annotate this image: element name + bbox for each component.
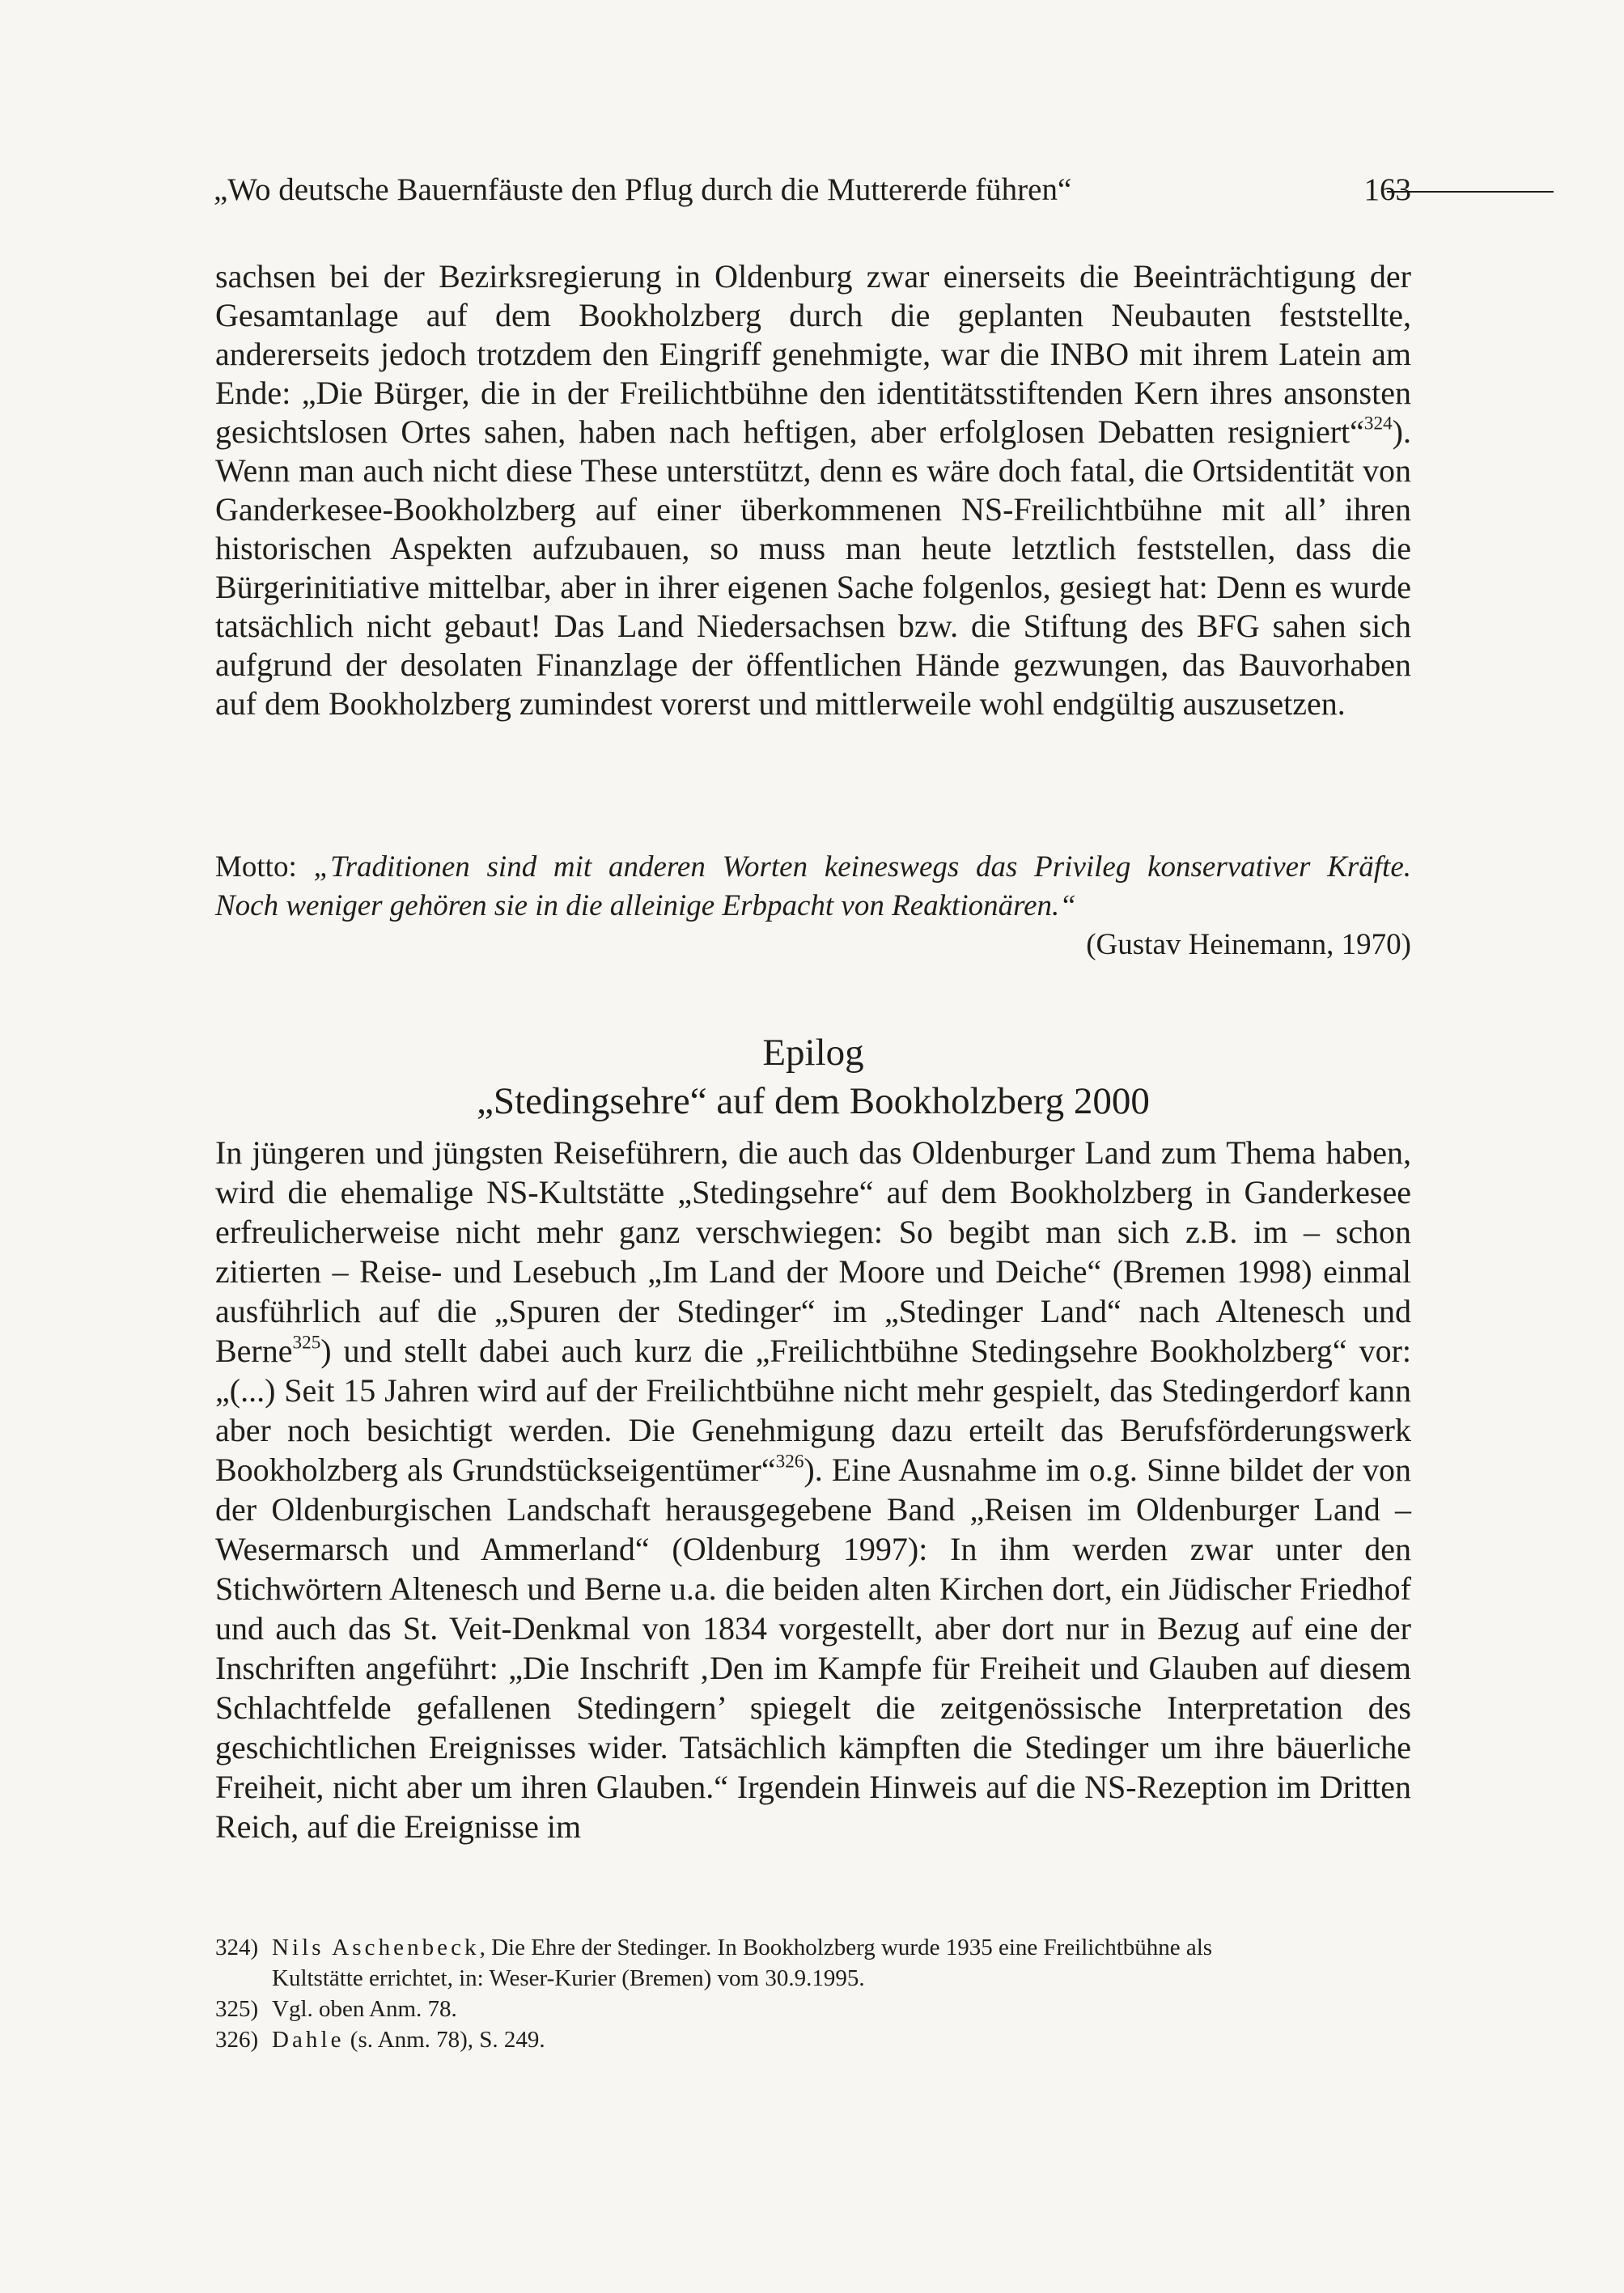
- footnote-text: [272, 1932, 1411, 1963]
- motto-block: [215, 848, 1411, 964]
- paragraph-1: [215, 257, 1411, 723]
- header-rule: [1387, 191, 1554, 193]
- footnote-325-row: [215, 1994, 1411, 2024]
- footnote-body: Vgl. oben Anm. 78.: [272, 1996, 457, 2022]
- motto-line-1: [215, 848, 1411, 887]
- running-head: [214, 166, 1411, 214]
- heading-epilog: Epilog: [762, 1032, 864, 1074]
- footnote-text: [272, 2024, 1411, 2055]
- footnote-326: [215, 2024, 1411, 2055]
- motto-quote-line-2: Noch weniger gehören sie in die alleinige Erbpacht von Reaktionären.“: [215, 889, 1076, 922]
- motto-line-2: [215, 887, 1411, 926]
- footnote-number: 326): [215, 2027, 259, 2053]
- footnote-ref-324[interactable]: 324: [1363, 413, 1393, 434]
- footnote-ref-325[interactable]: 325: [292, 1332, 321, 1354]
- motto-label: Motto:: [215, 850, 297, 884]
- footnote-324-row: [215, 1932, 1411, 1963]
- motto-source: (Gustav Heinemann, 1970): [1086, 928, 1411, 961]
- heading-subtitle: „Stedingsehre“ auf dem Bookholzberg 2000: [477, 1080, 1150, 1122]
- paragraph-2-text-a: In jüngeren und jüngsten Reiseführern, die auch das Oldenburger Land zum Thema haben, wird die ehemalige NS-Kultstätte „Stedingsehre“ auf dem Bookholzberg in Ganderkesee erfreulicherweise nicht mehr ganz verschwiegen: So begibt man sich z.B. im – schon zitierten – Reise- und Lesebuch „Im Land der Moore und Deiche“ (Bremen 1998) einmal ausführlich auf die „Spuren der Stedinger“ im „Stedinger Land“ nach Altenesch und Berne: [215, 1134, 1411, 1369]
- page-number: 163: [1363, 172, 1411, 207]
- footnote-ref-326[interactable]: 326: [775, 1451, 804, 1473]
- running-title: „Wo deutsche Bauernfäuste den Pflug durch die Muttererde führen“: [214, 172, 1072, 207]
- paragraph-1-text-a: sachsen bei der Bezirksregierung in Oldenburg zwar einerseits die Beeinträchtigung der Gesamtanlage auf dem Bookholzberg durch die geplanten Neubauten feststellte, andererseits jedoch trotzdem den Eingriff genehmigte, war die INBO mit ihrem Latein am Ende: „Die Bürger, die in der Freilichtbühne den identitätsstiftenden Kern ihres ansonsten gesichtslosen Ortes sahen, haben nach heftigen, aber erfolglosen Debatten resigniert“: [215, 258, 1411, 450]
- footnote-324: [215, 1932, 1411, 1994]
- footnotes: [215, 1932, 1411, 2055]
- footnote-body: , Die Ehre der Stedinger. In Bookholzberg wurde 1935 eine Freilichtbühne als: [479, 1935, 1213, 1960]
- paragraph-1-text-b: ). Wenn man auch nicht diese These unterstützt, denn es wäre doch fatal, die Ortsidentität von Ganderkesee-Bookholzberg auf einer überkommenen NS-Freilichtbühne mit all’ ihren historischen Aspekten aufzubauen, so muss man heute letztlich feststellen, dass die Bürgerinitiative mittelbar, aber in ihrer eigenen Sache folgenlos, gesiegt hat: Denn es wurde tatsächlich nicht gebaut! Das Land Niedersachsen bzw. die Stiftung des BFG sahen sich aufgrund der desolaten Finanzlage der öffentlichen Hände gezwungen, das Bauvorhaben auf dem Bookholzberg zumindest vorerst und mittlerweile wohl endgültig auszusetzen.: [215, 413, 1411, 722]
- section-heading: [215, 1028, 1411, 1125]
- footnote-continuation: Kultstätte errichtet, in: Weser-Kurier (Bremen) vom 30.9.1995.: [272, 1965, 865, 1991]
- footnote-325: [215, 1994, 1411, 2024]
- footnote-number: 324): [215, 1935, 259, 1960]
- footnote-326-row: [215, 2024, 1411, 2055]
- footnote-number: 325): [215, 1996, 259, 2022]
- motto-quote-line-1: „Traditionen sind mit anderen Worten keineswegs das Privileg konservativer Kräfte.: [313, 850, 1412, 884]
- paragraph-2-text-b: ) und stellt dabei auch kurz die „Freilichtbühne Stedingsehre Bookholzberg“ vor: „(...) Seit 15 Jahren wird auf der Freilichtbühne nicht mehr gespielt, das Stedingerdorf kann aber noch besichtigt werden. Die Genehmigung dazu erteilt das Berufsförderungswerk Bookholzberg als Grundstückseigentümer“: [215, 1333, 1411, 1488]
- footnote-author: Dahle: [272, 2027, 345, 2053]
- footnote-author: Nils Aschenbeck: [272, 1935, 480, 1960]
- paragraph-2: [215, 1133, 1411, 1846]
- paragraph-2-text-c: ). Eine Ausnahme im o.g. Sinne bildet der von der Oldenburgischen Landschaft herausgegebene Band „Reisen im Oldenburger Land – Wesermarsch und Ammerland“ (Oldenburg 1997): In ihm werden zwar unter den Stichwörtern Altenesch und Berne u.a. die beiden alten Kirchen dort, ein Jüdischer Friedhof und auch das St. Veit-Denkmal von 1834 vorgestellt, aber dort nur in Bezug auf eine der Inschriften angeführt: „Die Inschrift ‚Den im Kampfe für Freiheit und Glauben auf diesem Schlachtfelde gefallenen Stedingern’ spiegelt die zeitgenössische Interpretation des geschichtlichen Ereignisses wider. Tatsächlich kämpften die Stedinger um ihre bäuerliche Freiheit, nicht aber um ihren Glauben.“ Irgendein Hinweis auf die NS-Rezeption im Dritten Reich, auf die Ereignisse im: [215, 1452, 1412, 1845]
- footnote-body: (s. Anm. 78), S. 249.: [344, 2027, 545, 2053]
